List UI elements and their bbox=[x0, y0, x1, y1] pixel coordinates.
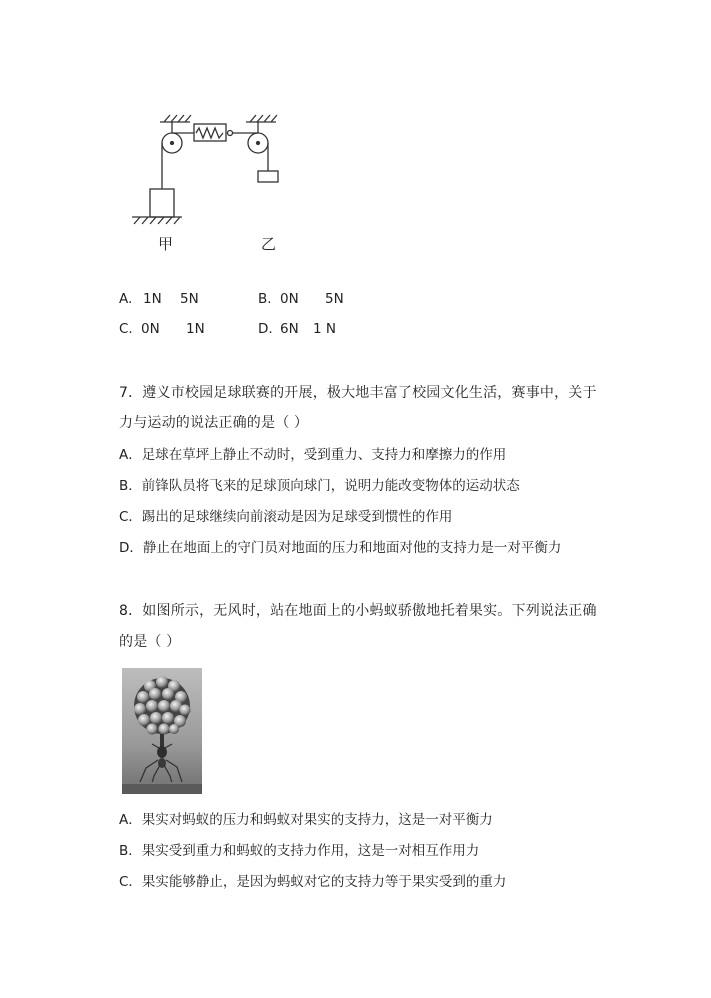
block-jia bbox=[150, 189, 174, 217]
q6-option-d-v1: 6N bbox=[280, 321, 299, 337]
q6-option-c-letter[interactable]: C. bbox=[119, 321, 133, 337]
q6-option-c-v1: 0N bbox=[141, 321, 160, 337]
q6-option-b-letter[interactable]: B. bbox=[258, 291, 272, 307]
spring-scale bbox=[194, 124, 226, 141]
q6-option-c-v2: 1N bbox=[186, 321, 205, 337]
q6-option-a-v2: 5N bbox=[180, 291, 199, 307]
q7-option-c[interactable]: C．踢出的足球继续向前滚动是因为足球受到惯性的作用 bbox=[119, 509, 453, 525]
q6-option-a-letter[interactable]: A. bbox=[119, 291, 133, 307]
q7-option-a[interactable]: A．足球在草坪上静止不动时，受到重力、支持力和摩擦力的作用 bbox=[119, 447, 507, 463]
q6-option-b-v1: 0N bbox=[280, 291, 299, 307]
q8-stem-line2: 的是（ ） bbox=[119, 634, 181, 650]
weight-yi bbox=[258, 171, 278, 182]
q8-option-b[interactable]: B．果实受到重力和蚂蚁的支持力作用，这是一对相互作用力 bbox=[119, 843, 480, 859]
q6-option-d-v2: 1 N bbox=[313, 321, 336, 337]
q8-option-a[interactable]: A．果实对蚂蚁的压力和蚂蚁对果实的支持力，这是一对平衡力 bbox=[119, 812, 493, 828]
q8-stem-line1: 8．如图所示，无风时，站在地面上的小蚂蚁骄傲地托着果实。下列说法正确 bbox=[119, 603, 597, 619]
q7-stem-line2: 力与运动的说法正确的是（ ） bbox=[119, 415, 309, 431]
pulley-spring-diagram bbox=[120, 100, 300, 264]
q7-option-b[interactable]: B．前锋队员将飞来的足球顶向球门，说明力能改变物体的运动状态 bbox=[119, 478, 520, 494]
q7-stem-line1: 7．遵义市校园足球联赛的开展，极大地丰富了校园文化生活，赛事中，关于 bbox=[119, 385, 597, 401]
ant-fruit-photo bbox=[122, 668, 202, 794]
q6-option-a-v1: 1N bbox=[143, 291, 162, 307]
q7-option-d[interactable]: D．静止在地面上的守门员对地面的压力和地面对他的支持力是一对平衡力 bbox=[119, 540, 562, 556]
q8-option-c[interactable]: C．果实能够静止，是因为蚂蚁对它的支持力等于果实受到的重力 bbox=[119, 874, 507, 890]
q6-option-d-letter[interactable]: D. bbox=[258, 321, 273, 337]
ant-fruit-image bbox=[122, 668, 202, 794]
spring bbox=[196, 128, 223, 138]
q6-option-b-v2: 5N bbox=[325, 291, 344, 307]
label-yi: 乙 bbox=[261, 235, 277, 253]
label-jia: 甲 bbox=[158, 235, 174, 253]
